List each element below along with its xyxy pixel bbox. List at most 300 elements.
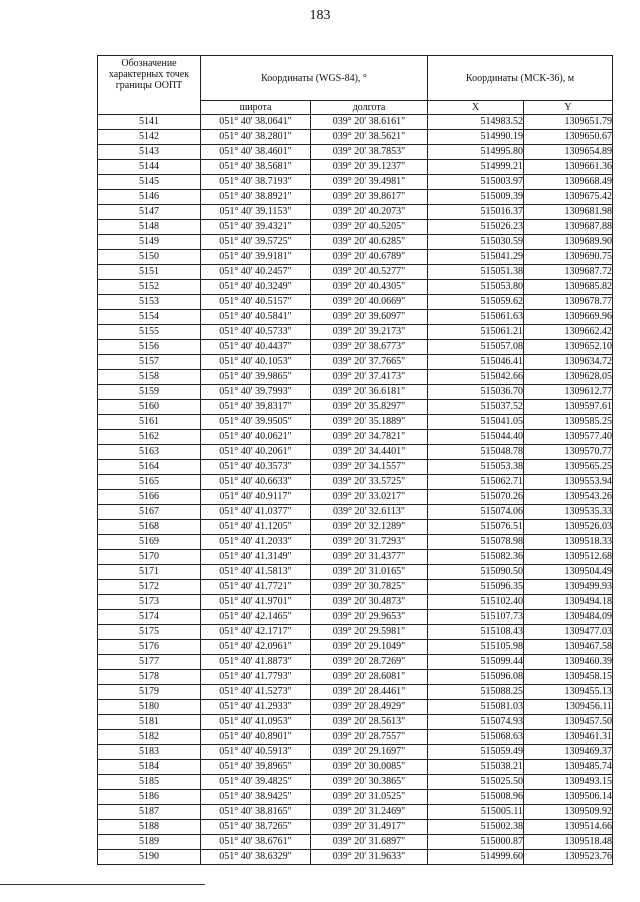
x-cell: 515003.97 [428, 175, 524, 190]
latitude-cell: 051° 40' 41.5273" [201, 685, 311, 700]
latitude-cell: 051° 40' 40.5913" [201, 745, 311, 760]
table-row [98, 130, 613, 145]
longitude-cell: 039° 20' 35.8297" [311, 400, 428, 415]
longitude-cell: 039° 20' 32.1289" [311, 520, 428, 535]
latitude-cell: 051° 40' 41.7721" [201, 580, 311, 595]
x-cell: 515044.40 [428, 430, 524, 445]
latitude-cell: 051° 40' 42.1717" [201, 625, 311, 640]
y-cell: 1309523.76 [524, 850, 613, 865]
table-row [98, 460, 613, 475]
point-id: 5160 [98, 400, 201, 415]
point-id: 5167 [98, 505, 201, 520]
y-cell: 1309565.25 [524, 460, 613, 475]
x-cell: 515059.49 [428, 745, 524, 760]
y-cell: 1309661.36 [524, 160, 613, 175]
point-id: 5174 [98, 610, 201, 625]
point-id: 5155 [98, 325, 201, 340]
y-cell: 1309535.33 [524, 505, 613, 520]
point-id: 5190 [98, 850, 201, 865]
longitude-cell: 039° 20' 31.4377" [311, 550, 428, 565]
y-cell: 1309597.61 [524, 400, 613, 415]
y-cell: 1309612.77 [524, 385, 613, 400]
x-cell: 515102.40 [428, 595, 524, 610]
longitude-cell: 039° 20' 40.4305" [311, 280, 428, 295]
y-cell: 1309687.72 [524, 265, 613, 280]
header-latitude: широта [201, 101, 311, 115]
table-row [98, 235, 613, 250]
table-row [98, 820, 613, 835]
latitude-cell: 051° 40' 39.7993" [201, 385, 311, 400]
x-cell: 515008.96 [428, 790, 524, 805]
x-cell: 515051.38 [428, 265, 524, 280]
y-cell: 1309514.66 [524, 820, 613, 835]
x-cell: 515026.23 [428, 220, 524, 235]
y-cell: 1309577.40 [524, 430, 613, 445]
point-id: 5162 [98, 430, 201, 445]
longitude-cell: 039° 20' 39.2173" [311, 325, 428, 340]
x-cell: 515002.38 [428, 820, 524, 835]
header-wgs84: Координаты (WGS-84), ° [201, 56, 428, 101]
longitude-cell: 039° 20' 40.0669" [311, 295, 428, 310]
table-row [98, 295, 613, 310]
y-cell: 1309681.98 [524, 205, 613, 220]
y-cell: 1309477.03 [524, 625, 613, 640]
point-id: 5186 [98, 790, 201, 805]
longitude-cell: 039° 20' 40.5205" [311, 220, 428, 235]
table-row [98, 715, 613, 730]
y-cell: 1309675.42 [524, 190, 613, 205]
table-row [98, 580, 613, 595]
table-row [98, 505, 613, 520]
point-id: 5173 [98, 595, 201, 610]
table-row [98, 175, 613, 190]
point-id: 5148 [98, 220, 201, 235]
table-row [98, 445, 613, 460]
table-row [98, 775, 613, 790]
table-row [98, 535, 613, 550]
point-id: 5144 [98, 160, 201, 175]
x-cell: 515082.36 [428, 550, 524, 565]
x-cell: 515038.21 [428, 760, 524, 775]
x-cell: 515107.73 [428, 610, 524, 625]
x-cell: 515078.98 [428, 535, 524, 550]
table-row [98, 835, 613, 850]
table-row [98, 385, 613, 400]
coordinates-table [97, 55, 613, 865]
y-cell: 1309512.68 [524, 550, 613, 565]
y-cell: 1309669.96 [524, 310, 613, 325]
x-cell: 515070.26 [428, 490, 524, 505]
table-row [98, 430, 613, 445]
point-id: 5180 [98, 700, 201, 715]
x-cell: 515068.63 [428, 730, 524, 745]
table-row [98, 115, 613, 130]
latitude-cell: 051° 40' 40.4437" [201, 340, 311, 355]
longitude-cell: 039° 20' 31.7293" [311, 535, 428, 550]
y-cell: 1309570.77 [524, 445, 613, 460]
table-row [98, 565, 613, 580]
table-row [98, 685, 613, 700]
y-cell: 1309651.79 [524, 115, 613, 130]
table-row [98, 280, 613, 295]
longitude-cell: 039° 20' 39.6097" [311, 310, 428, 325]
x-cell: 514995.80 [428, 145, 524, 160]
latitude-cell: 051° 40' 38.9425" [201, 790, 311, 805]
y-cell: 1309504.49 [524, 565, 613, 580]
x-cell: 515059.62 [428, 295, 524, 310]
latitude-cell: 051° 40' 41.7793" [201, 670, 311, 685]
y-cell: 1309654.89 [524, 145, 613, 160]
latitude-cell: 051° 40' 39.8317" [201, 400, 311, 415]
x-cell: 515062.71 [428, 475, 524, 490]
latitude-cell: 051° 40' 39.4321" [201, 220, 311, 235]
y-cell: 1309634.72 [524, 355, 613, 370]
table-row [98, 805, 613, 820]
header-longitude: долгота [311, 101, 428, 115]
y-cell: 1309543.26 [524, 490, 613, 505]
latitude-cell: 051° 40' 38.7193" [201, 175, 311, 190]
table-row [98, 475, 613, 490]
latitude-cell: 051° 40' 38.2801" [201, 130, 311, 145]
longitude-cell: 039° 20' 33.5725" [311, 475, 428, 490]
latitude-cell: 051° 40' 38.8165" [201, 805, 311, 820]
y-cell: 1309461.31 [524, 730, 613, 745]
point-id: 5152 [98, 280, 201, 295]
latitude-cell: 051° 40' 39.9181" [201, 250, 311, 265]
y-cell: 1309455.13 [524, 685, 613, 700]
table-row [98, 670, 613, 685]
y-cell: 1309509.92 [524, 805, 613, 820]
longitude-cell: 039° 20' 28.7557" [311, 730, 428, 745]
point-id: 5149 [98, 235, 201, 250]
y-cell: 1309690.75 [524, 250, 613, 265]
latitude-cell: 051° 40' 40.5733" [201, 325, 311, 340]
x-cell: 515030.59 [428, 235, 524, 250]
longitude-cell: 039° 20' 31.0525" [311, 790, 428, 805]
point-id: 5184 [98, 760, 201, 775]
table-row [98, 760, 613, 775]
y-cell: 1309650.67 [524, 130, 613, 145]
latitude-cell: 051° 40' 39.9505" [201, 415, 311, 430]
longitude-cell: 039° 20' 37.7665" [311, 355, 428, 370]
point-id: 5170 [98, 550, 201, 565]
longitude-cell: 039° 20' 31.2469" [311, 805, 428, 820]
point-id: 5145 [98, 175, 201, 190]
point-id: 5177 [98, 655, 201, 670]
table-row [98, 250, 613, 265]
longitude-cell: 039° 20' 30.7825" [311, 580, 428, 595]
longitude-cell: 039° 20' 38.7853" [311, 145, 428, 160]
x-cell: 515108.43 [428, 625, 524, 640]
latitude-cell: 051° 40' 41.9701" [201, 595, 311, 610]
y-cell: 1309687.88 [524, 220, 613, 235]
y-cell: 1309485.74 [524, 760, 613, 775]
longitude-cell: 039° 20' 35.1889" [311, 415, 428, 430]
longitude-cell: 039° 20' 37.4173" [311, 370, 428, 385]
table-row [98, 370, 613, 385]
latitude-cell: 051° 40' 40.2457" [201, 265, 311, 280]
latitude-cell: 051° 40' 41.2933" [201, 700, 311, 715]
longitude-cell: 039° 20' 34.1557" [311, 460, 428, 475]
longitude-cell: 039° 20' 30.3865" [311, 775, 428, 790]
longitude-cell: 039° 20' 28.4929" [311, 700, 428, 715]
longitude-cell: 039° 20' 28.5613" [311, 715, 428, 730]
footnote-divider [0, 884, 205, 885]
latitude-cell: 051° 40' 39.1153" [201, 205, 311, 220]
point-id: 5169 [98, 535, 201, 550]
y-cell: 1309518.33 [524, 535, 613, 550]
y-cell: 1309506.14 [524, 790, 613, 805]
point-id: 5168 [98, 520, 201, 535]
point-id: 5164 [98, 460, 201, 475]
point-id: 5153 [98, 295, 201, 310]
y-cell: 1309652.10 [524, 340, 613, 355]
longitude-cell: 039° 20' 28.6081" [311, 670, 428, 685]
point-id: 5171 [98, 565, 201, 580]
y-cell: 1309678.77 [524, 295, 613, 310]
latitude-cell: 051° 40' 39.8965" [201, 760, 311, 775]
x-cell: 515041.29 [428, 250, 524, 265]
latitude-cell: 051° 40' 41.0377" [201, 505, 311, 520]
x-cell: 515025.50 [428, 775, 524, 790]
point-id: 5157 [98, 355, 201, 370]
header-y: Y [524, 101, 613, 115]
latitude-cell: 051° 40' 40.3573" [201, 460, 311, 475]
page-number: 183 [309, 8, 331, 23]
longitude-cell: 039° 20' 32.6113" [311, 505, 428, 520]
y-cell: 1309493.15 [524, 775, 613, 790]
latitude-cell: 051° 40' 42.0961" [201, 640, 311, 655]
latitude-cell: 051° 40' 40.1053" [201, 355, 311, 370]
point-id: 5151 [98, 265, 201, 280]
table-row [98, 340, 613, 355]
latitude-cell: 051° 40' 39.4825" [201, 775, 311, 790]
latitude-cell: 051° 40' 42.1465" [201, 610, 311, 625]
x-cell: 515000.87 [428, 835, 524, 850]
longitude-cell: 039° 20' 31.4917" [311, 820, 428, 835]
longitude-cell: 039° 20' 31.0165" [311, 565, 428, 580]
x-cell: 515037.52 [428, 400, 524, 415]
x-cell: 515074.06 [428, 505, 524, 520]
longitude-cell: 039° 20' 38.6161" [311, 115, 428, 130]
latitude-cell: 051° 40' 40.6633" [201, 475, 311, 490]
longitude-cell: 039° 20' 30.4873" [311, 595, 428, 610]
latitude-cell: 051° 40' 40.2061" [201, 445, 311, 460]
longitude-cell: 039° 20' 38.6773" [311, 340, 428, 355]
y-cell: 1309585.25 [524, 415, 613, 430]
latitude-cell: 051° 40' 40.0621" [201, 430, 311, 445]
point-id: 5142 [98, 130, 201, 145]
table-row [98, 310, 613, 325]
point-id: 5156 [98, 340, 201, 355]
latitude-cell: 051° 40' 40.5157" [201, 295, 311, 310]
point-id: 5189 [98, 835, 201, 850]
longitude-cell: 039° 20' 33.0217" [311, 490, 428, 505]
point-id: 5143 [98, 145, 201, 160]
point-id: 5172 [98, 580, 201, 595]
x-cell: 514999.21 [428, 160, 524, 175]
y-cell: 1309553.94 [524, 475, 613, 490]
longitude-cell: 039° 20' 39.4981" [311, 175, 428, 190]
x-cell: 514983.52 [428, 115, 524, 130]
point-id: 5181 [98, 715, 201, 730]
y-cell: 1309484.09 [524, 610, 613, 625]
latitude-cell: 051° 40' 38.4601" [201, 145, 311, 160]
table-row [98, 700, 613, 715]
x-cell: 515074.93 [428, 715, 524, 730]
table-row [98, 520, 613, 535]
y-cell: 1309460.39 [524, 655, 613, 670]
x-cell: 514999.60 [428, 850, 524, 865]
table-row [98, 550, 613, 565]
table-row [98, 850, 613, 865]
longitude-cell: 039° 20' 29.1049" [311, 640, 428, 655]
x-cell: 515042.66 [428, 370, 524, 385]
point-id: 5188 [98, 820, 201, 835]
table-row [98, 640, 613, 655]
table-row [98, 655, 613, 670]
table-row [98, 490, 613, 505]
point-id: 5161 [98, 415, 201, 430]
longitude-cell: 039° 20' 30.0085" [311, 760, 428, 775]
latitude-cell: 051° 40' 38.7265" [201, 820, 311, 835]
latitude-cell: 051° 40' 40.8901" [201, 730, 311, 745]
latitude-cell: 051° 40' 41.8873" [201, 655, 311, 670]
longitude-cell: 039° 20' 31.6897" [311, 835, 428, 850]
longitude-cell: 039° 20' 39.1237" [311, 160, 428, 175]
longitude-cell: 039° 20' 28.7269" [311, 655, 428, 670]
longitude-cell: 039° 20' 29.1697" [311, 745, 428, 760]
table-row [98, 745, 613, 760]
latitude-cell: 051° 40' 38.6761" [201, 835, 311, 850]
longitude-cell: 039° 20' 38.5621" [311, 130, 428, 145]
table-row [98, 595, 613, 610]
table-body [98, 115, 613, 865]
x-cell: 515016.37 [428, 205, 524, 220]
table-row [98, 625, 613, 640]
point-id: 5187 [98, 805, 201, 820]
y-cell: 1309668.49 [524, 175, 613, 190]
y-cell: 1309518.48 [524, 835, 613, 850]
x-cell: 515105.98 [428, 640, 524, 655]
x-cell: 515076.51 [428, 520, 524, 535]
longitude-cell: 039° 20' 34.7821" [311, 430, 428, 445]
y-cell: 1309685.82 [524, 280, 613, 295]
point-id: 5163 [98, 445, 201, 460]
y-cell: 1309499.93 [524, 580, 613, 595]
latitude-cell: 051° 40' 40.9117" [201, 490, 311, 505]
x-cell: 515036.70 [428, 385, 524, 400]
table-row [98, 400, 613, 415]
table-row [98, 205, 613, 220]
x-cell: 514990.19 [428, 130, 524, 145]
latitude-cell: 051° 40' 38.6329" [201, 850, 311, 865]
latitude-cell: 051° 40' 40.5841" [201, 310, 311, 325]
table-row [98, 730, 613, 745]
longitude-cell: 039° 20' 29.9653" [311, 610, 428, 625]
point-id: 5185 [98, 775, 201, 790]
table-row [98, 190, 613, 205]
table-row [98, 160, 613, 175]
point-id: 5179 [98, 685, 201, 700]
table-row [98, 355, 613, 370]
latitude-cell: 051° 40' 41.2033" [201, 535, 311, 550]
table-row [98, 610, 613, 625]
x-cell: 515096.35 [428, 580, 524, 595]
point-id: 5147 [98, 205, 201, 220]
longitude-cell: 039° 20' 29.5981" [311, 625, 428, 640]
header-msk36: Координаты (МСК-36), м [428, 56, 613, 101]
x-cell: 515053.38 [428, 460, 524, 475]
latitude-cell: 051° 40' 41.0953" [201, 715, 311, 730]
point-id: 5183 [98, 745, 201, 760]
x-cell: 515096.08 [428, 670, 524, 685]
longitude-cell: 039° 20' 28.4461" [311, 685, 428, 700]
x-cell: 515046.41 [428, 355, 524, 370]
point-id: 5158 [98, 370, 201, 385]
point-id: 5166 [98, 490, 201, 505]
table-row [98, 220, 613, 235]
x-cell: 515053.80 [428, 280, 524, 295]
point-id: 5154 [98, 310, 201, 325]
header-x: X [428, 101, 524, 115]
y-cell: 1309526.03 [524, 520, 613, 535]
x-cell: 515061.21 [428, 325, 524, 340]
latitude-cell: 051° 40' 41.1205" [201, 520, 311, 535]
point-id: 5146 [98, 190, 201, 205]
point-id: 5165 [98, 475, 201, 490]
latitude-cell: 051° 40' 39.9865" [201, 370, 311, 385]
point-id: 5141 [98, 115, 201, 130]
table-row [98, 265, 613, 280]
latitude-cell: 051° 40' 40.3249" [201, 280, 311, 295]
table-row [98, 325, 613, 340]
x-cell: 515041.05 [428, 415, 524, 430]
y-cell: 1309467.58 [524, 640, 613, 655]
x-cell: 515081.03 [428, 700, 524, 715]
table-row [98, 790, 613, 805]
point-id: 5159 [98, 385, 201, 400]
x-cell: 515088.25 [428, 685, 524, 700]
header-point-designation: Обозначение характерных точек границы ООПТ [98, 56, 201, 115]
x-cell: 515048.78 [428, 445, 524, 460]
longitude-cell: 039° 20' 40.5277" [311, 265, 428, 280]
x-cell: 515090.50 [428, 565, 524, 580]
point-id: 5182 [98, 730, 201, 745]
table-row [98, 415, 613, 430]
latitude-cell: 051° 40' 39.5725" [201, 235, 311, 250]
y-cell: 1309458.15 [524, 670, 613, 685]
y-cell: 1309494.18 [524, 595, 613, 610]
latitude-cell: 051° 40' 38.8921" [201, 190, 311, 205]
x-cell: 515061.63 [428, 310, 524, 325]
longitude-cell: 039° 20' 40.6789" [311, 250, 428, 265]
longitude-cell: 039° 20' 31.9633" [311, 850, 428, 865]
longitude-cell: 039° 20' 40.6285" [311, 235, 428, 250]
latitude-cell: 051° 40' 38.5681" [201, 160, 311, 175]
y-cell: 1309628.05 [524, 370, 613, 385]
point-id: 5176 [98, 640, 201, 655]
point-id: 5178 [98, 670, 201, 685]
longitude-cell: 039° 20' 39.8617" [311, 190, 428, 205]
longitude-cell: 039° 20' 34.4401" [311, 445, 428, 460]
y-cell: 1309456.11 [524, 700, 613, 715]
x-cell: 515005.11 [428, 805, 524, 820]
longitude-cell: 039° 20' 40.2073" [311, 205, 428, 220]
y-cell: 1309662.42 [524, 325, 613, 340]
x-cell: 515057.08 [428, 340, 524, 355]
longitude-cell: 039° 20' 36.6181" [311, 385, 428, 400]
